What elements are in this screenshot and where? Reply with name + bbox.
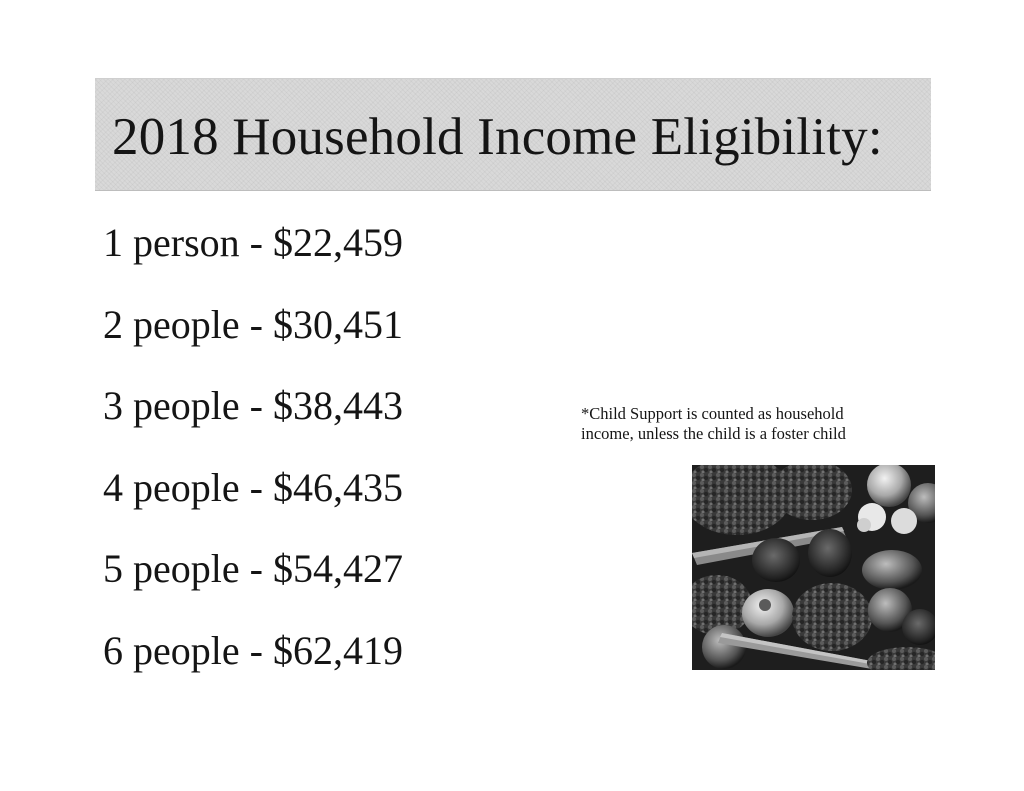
eligibility-row-1-person: 1 person - $22,459: [103, 220, 403, 265]
eligibility-row-4-people: 4 people - $46,435: [103, 464, 403, 510]
eligibility-row-5-people: 5 people - $54,427: [103, 546, 403, 591]
page-title: 2018 Household Income Eligibility:: [112, 108, 883, 166]
title-banner: [95, 78, 931, 191]
eligibility-row-2-people: 2 people - $30,451: [103, 301, 403, 347]
footnote-line-1: *Child Support is counted as household: [581, 404, 844, 423]
vegetables-photo: [692, 465, 935, 670]
footnote-line-2: income, unless the child is a foster child: [581, 424, 846, 443]
eligibility-row-6-people: 6 people - $62,419: [103, 627, 403, 673]
income-eligibility-list: [103, 217, 403, 706]
eligibility-row-3-people: 3 people - $38,443: [103, 383, 403, 428]
vegetables-illustration: [692, 465, 935, 670]
child-support-footnote: [581, 404, 941, 444]
